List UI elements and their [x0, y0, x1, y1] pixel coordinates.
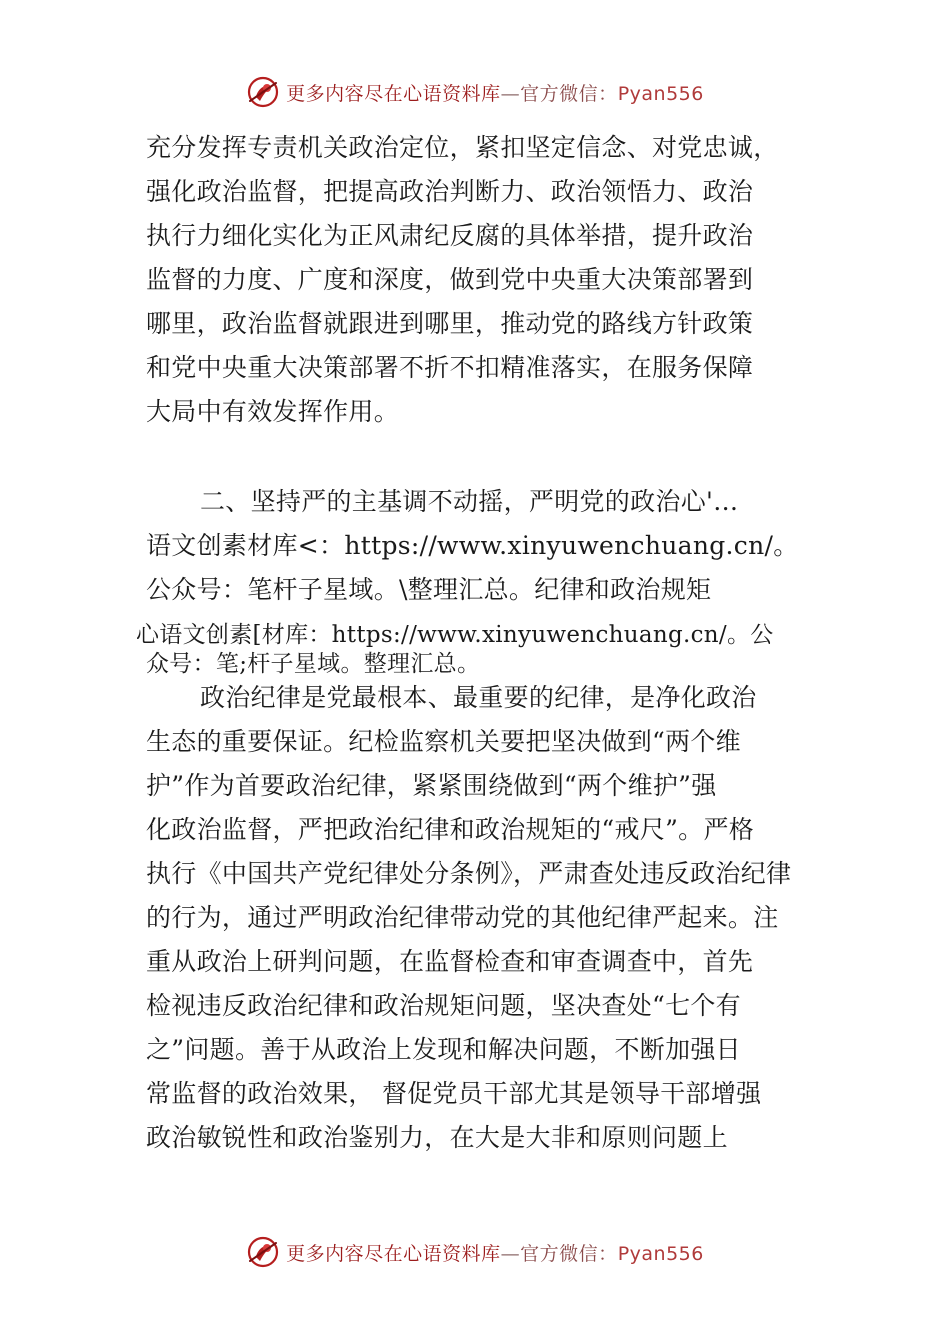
banner-wechat-label: 官方微信： — [520, 1242, 618, 1265]
paragraph1-line-6: 和党中央重大决策部署不折不扣精准落实，在服务保障 — [146, 353, 754, 382]
section2-line-8: 检视违反政治纪律和政治规矩问题，坚决查处“七个有 — [146, 991, 741, 1020]
rose-logo-icon — [246, 1235, 280, 1269]
rose-logo-icon — [246, 75, 280, 109]
section2-line-3: 护”作为首要政治纪律，紧紧围绕做到“两个维护”强 — [146, 771, 717, 800]
banner-wechat-label: 官方微信： — [520, 82, 618, 105]
header-banner — [0, 72, 950, 112]
banner-library-text: 更多内容尽在心语资料库 — [286, 1242, 501, 1265]
banner-wechat-id: Pyan556 — [617, 82, 704, 105]
footer-banner — [0, 1232, 950, 1272]
paragraph1-line-7: 大局中有效发挥作用。 — [146, 397, 400, 426]
banner-text — [286, 1239, 704, 1266]
inserted-line-3: 心语文创素[材库：https://www.xinyuwenchuang.cn/。公 — [136, 622, 774, 648]
section2-line-6: 的行为，通过严明政治纪律带动党的其他纪律严起来。注 — [146, 903, 779, 932]
banner-library-text: 更多内容尽在心语资料库 — [286, 82, 501, 105]
banner-text — [286, 79, 704, 106]
section2-line-2: 生态的重要保证。纪检监察机关要把坚决做到“两个维 — [146, 727, 741, 756]
section2-line-10: 常监督的政治效果， 督促党员干部尤其是领导干部增强 — [146, 1079, 762, 1108]
section2-line-7: 重从政治上研判问题，在监督检查和审查调查中，首先 — [146, 947, 754, 976]
banner-dash: — — [500, 82, 521, 105]
paragraph1-line-3: 执行力细化实化为正风肃纪反腐的具体举措，提升政治 — [146, 221, 754, 250]
inserted-line-1: 语文创素材库<：https://www.xinyuwenchuang.cn/。 — [146, 531, 799, 560]
section2-line-4: 化政治监督，严把政治纪律和政治规矩的“戒尺”。严格 — [146, 815, 755, 844]
inserted-line-2: 公众号：笔杆子星域。\整理汇总。纪律和政治规矩 — [146, 575, 712, 604]
paragraph1-line-2: 强化政治监督，把提高政治判断力、政治领悟力、政治 — [146, 177, 754, 206]
inserted-line-4: 众号：笔;杆子星域。整理汇总。 — [146, 651, 481, 677]
section2-heading: 二、坚持严的主基调不动摇，严明党的政治心'… — [200, 487, 739, 516]
section2-line-5: 执行《中国共产党纪律处分条例》，严肃查处违反政治纪律 — [146, 859, 792, 888]
section2-line-9: 之”问题。善于从政治上发现和解决问题，不断加强日 — [146, 1035, 741, 1064]
paragraph1-line-1: 充分发挥专责机关政治定位，紧扣坚定信念、对党忠诚， — [146, 133, 779, 162]
section2-line-11: 政治敏锐性和政治鉴别力，在大是大非和原则问题上 — [146, 1123, 728, 1152]
paragraph1-line-5: 哪里，政治监督就跟进到哪里，推动党的路线方针政策 — [146, 309, 754, 338]
section2-line-1: 政治纪律是党最根本、最重要的纪律，是净化政治 — [200, 683, 757, 712]
banner-dash: — — [500, 1242, 521, 1265]
paragraph1-line-4: 监督的力度、广度和深度，做到党中央重大决策部署到 — [146, 265, 754, 294]
banner-wechat-id: Pyan556 — [617, 1242, 704, 1265]
